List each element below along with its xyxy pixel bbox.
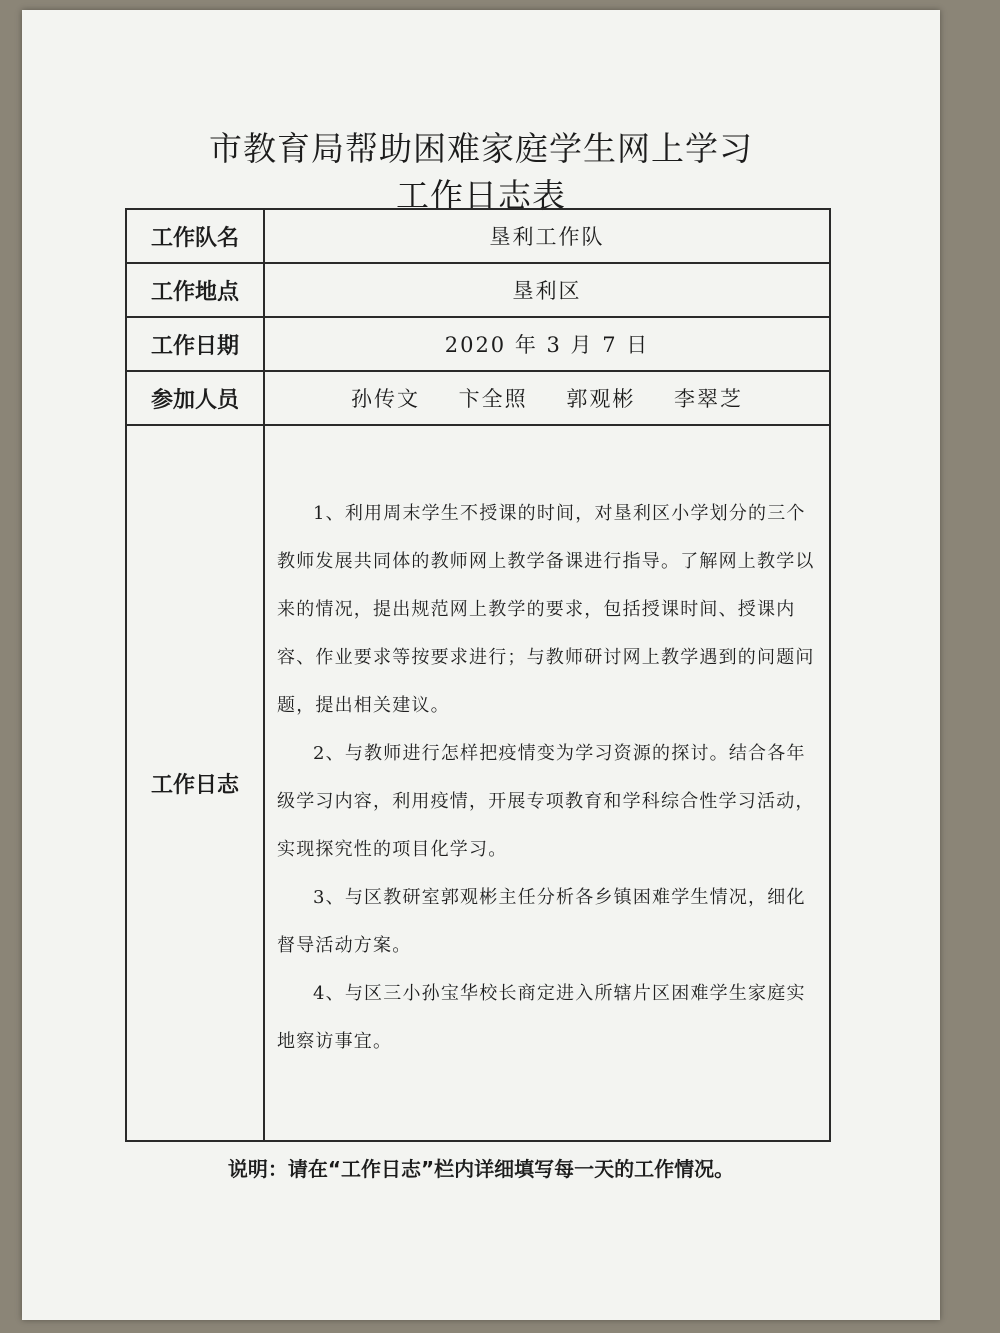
log-paragraph: 4、与区三小孙宝华校长商定进入所辖片区困难学生家庭实地察访事宜。 [277,983,806,1052]
location-value: 垦利区 [264,263,830,317]
log-label: 工作日志 [126,425,264,1141]
members-value [264,371,830,425]
team-value: 垦利工作队 [264,209,830,263]
members-label: 参加人员 [126,371,264,425]
date-label: 工作日期 [126,317,264,371]
member-name: 郭观彬 [566,387,636,411]
member-name: 卞全照 [458,387,528,411]
location-label: 工作地点 [126,263,264,317]
log-paragraph: 3、与区教研室郭观彬主任分析各乡镇困难学生情况，细化督导活动方案。 [277,887,806,956]
member-name: 孙传文 [350,387,420,411]
log-paragraph: 1、利用周末学生不授课的时间，对垦利区小学划分的三个教师发展共同体的教师网上教学备课进行指导。了解网上教学以来的情况，提出规范网上教学的要求，包括授课时间、授课内容、作业要求等按要求进行；与教师研讨网上教学遇到的问题问题，提出相关建议。 [277,503,815,716]
date-value: 2020 年 3 月 7 日 [264,317,830,371]
table-row-team [126,209,830,263]
table-row-members [126,371,830,425]
table-row-log [126,425,830,1141]
log-body [265,426,829,1140]
member-name: 李翠芝 [674,387,744,411]
paper-sheet [22,10,940,1320]
table-row-location [126,263,830,317]
log-paragraph: 2、与教师进行怎样把疫情变为学习资源的探讨。结合各年级学习内容，利用疫情，开展专项教育和学科综合性学习活动，实现探究性的项目化学习。 [277,743,815,860]
team-label: 工作队名 [126,209,264,263]
log-content-cell [264,425,830,1141]
footer-note: 说明：请在“工作日志”栏内详细填写每一天的工作情况。 [227,1157,735,1181]
table-row-date [126,317,830,371]
document-subtitle: 工作日志表 [396,176,566,215]
document-title: 市教育局帮助困难家庭学生网上学习 [209,129,753,168]
work-log-table [125,208,831,1142]
